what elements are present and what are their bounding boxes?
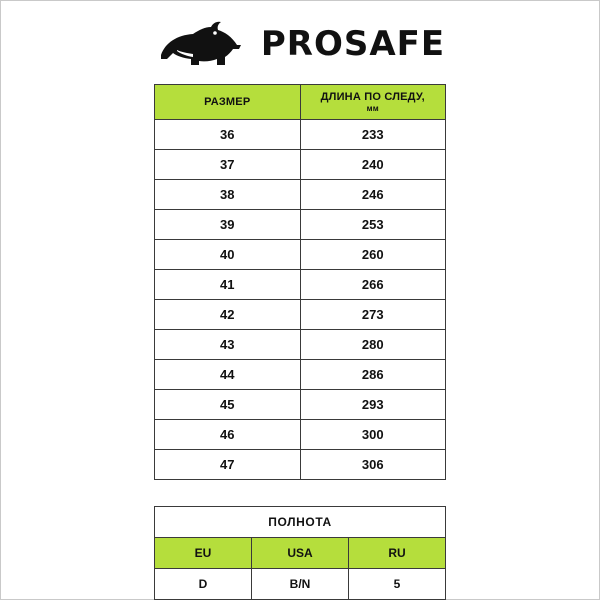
cell-length: 246 (300, 180, 446, 210)
table-row (155, 180, 446, 210)
table-row (155, 420, 446, 450)
width-header-eu: EU (155, 538, 252, 569)
size-table-body (155, 120, 446, 480)
brand-name: PROSAFE (260, 24, 446, 64)
cell-length: 286 (300, 360, 446, 390)
cell-length: 253 (300, 210, 446, 240)
width-value-usa: B/N (252, 569, 349, 600)
size-table-header-size: РАЗМЕР (155, 85, 301, 120)
brand-header (155, 20, 445, 68)
cell-size: 44 (155, 360, 301, 390)
cell-length: 260 (300, 240, 446, 270)
width-table-title: ПОЛНОТА (155, 507, 446, 538)
rhino-logo-icon (155, 21, 247, 67)
table-row (155, 270, 446, 300)
table-row (155, 390, 446, 420)
size-table-header-row (155, 85, 446, 120)
size-table-head (155, 85, 446, 120)
width-value-eu: D (155, 569, 252, 600)
cell-length: 280 (300, 330, 446, 360)
table-row (155, 300, 446, 330)
size-table-header-length (300, 85, 446, 120)
cell-size: 43 (155, 330, 301, 360)
width-header-ru: RU (349, 538, 446, 569)
table-row (155, 330, 446, 360)
table-row (155, 210, 446, 240)
cell-size: 37 (155, 150, 301, 180)
size-table-header-length-unit: мм (366, 103, 379, 113)
width-table (154, 506, 446, 600)
width-header-usa: USA (252, 538, 349, 569)
cell-size: 42 (155, 300, 301, 330)
cell-size: 36 (155, 120, 301, 150)
cell-length: 240 (300, 150, 446, 180)
table-row (155, 150, 446, 180)
table-row (155, 450, 446, 480)
size-table-header-length-text: ДЛИНА ПО СЛЕДУ, (320, 91, 425, 104)
cell-size: 41 (155, 270, 301, 300)
cell-length: 306 (300, 450, 446, 480)
table-row (155, 360, 446, 390)
width-table-body (155, 507, 446, 600)
cell-length: 293 (300, 390, 446, 420)
width-table-header-row (155, 538, 446, 569)
cell-length: 300 (300, 420, 446, 450)
cell-size: 45 (155, 390, 301, 420)
cell-size: 47 (155, 450, 301, 480)
cell-length: 273 (300, 300, 446, 330)
cell-size: 39 (155, 210, 301, 240)
cell-length: 233 (300, 120, 446, 150)
table-row (155, 120, 446, 150)
width-table-title-row (155, 507, 446, 538)
cell-length: 266 (300, 270, 446, 300)
width-table-values-row (155, 569, 446, 600)
width-value-ru: 5 (349, 569, 446, 600)
size-table (154, 84, 446, 480)
cell-size: 46 (155, 420, 301, 450)
cell-size: 38 (155, 180, 301, 210)
table-row (155, 240, 446, 270)
cell-size: 40 (155, 240, 301, 270)
